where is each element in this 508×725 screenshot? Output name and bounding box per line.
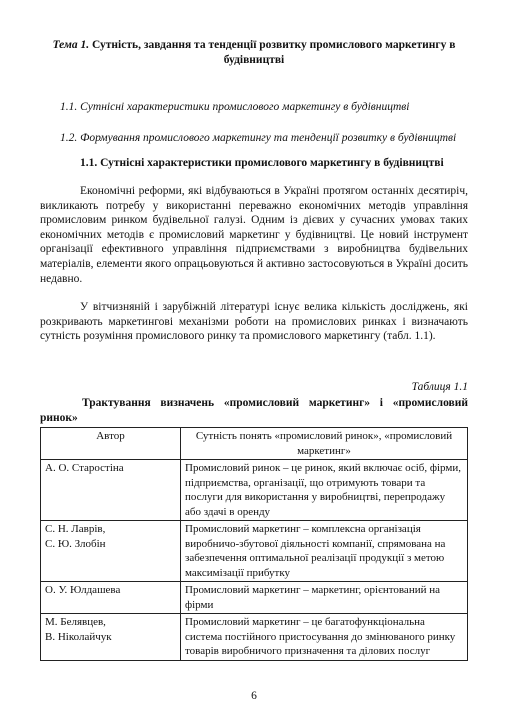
topic-prefix: Тема 1.: [52, 39, 90, 51]
author-cell: А. О. Старостіна: [41, 460, 181, 521]
paragraph-2: У вітчизняній і зарубіжній літературі існує велика кількість досліджень, які розкривають маркетингові механізми роботи на промислових ринках і визначають сутність розуміння промислового ринку та промислового маркетингу (табл. 1.1).: [40, 301, 468, 343]
author-cell: М. Белявцев, В. Ніколайчук: [41, 614, 181, 661]
table-row: [41, 460, 468, 521]
header-author: Автор: [41, 428, 181, 460]
table-number: Таблиця 1.1: [411, 381, 468, 393]
table-title: Трактування визначень «промисловий маркетинг» і «промисловий ринок»: [40, 397, 468, 424]
header-essence: Сутність понять «промисловий ринок», «промисловий маркетинг»: [181, 428, 468, 460]
topic-heading: [40, 38, 468, 68]
topic-title: Сутність, завдання та тенденції розвитку промислового маркетингу в будівництві: [92, 39, 456, 66]
table-row: [41, 521, 468, 582]
table-row: [41, 614, 468, 661]
paragraph-1: Економічні реформи, які відбуваються в Україні протягом останніх десятиріч, викликають потребу у використанні переважно економічних методів управління промисловим ринком будівельної галузі. Одним із дієвих у сучасних умовах таких економічних методів є промисловий маркетинг у будівництві. Це новий інструмент організації ефективного управління підприємствами з виробництва будівельних матеріалів, елементи якого опрацьовуються й активно застосовуються в Україні досить недавно.: [40, 185, 468, 285]
author-cell: С. Н. Лаврів, С. Ю. Злобін: [41, 521, 181, 582]
section-title: 1.1. Сутнісні характеристики промислового маркетингу в будівництві: [80, 157, 444, 169]
definition-cell: Промисловий маркетинг – це багатофункціональна система постійного пристосування до змінюваного ринку товарів виробничого призначення та ділових послуг: [181, 614, 468, 661]
definition-cell: Промисловий маркетинг – маркетинг, орієнтований на фірми: [181, 582, 468, 614]
definitions-table: [40, 427, 468, 661]
table-header-row: [41, 428, 468, 460]
page-number: 6: [251, 690, 257, 702]
definition-cell: Промисловий ринок – це ринок, який включає осіб, фірми, підприємства, організації, що отримують товари та послуги для використання у виробництві, перепродажу або здачі в оренду: [181, 460, 468, 521]
toc-item-1: 1.1. Сутнісні характеристики промислового маркетингу в будівництві: [60, 101, 410, 113]
author-cell: О. У. Юлдашева: [41, 582, 181, 614]
table-row: [41, 582, 468, 614]
toc-item-2: 1.2. Формування промислового маркетингу та тенденції розвитку в будівництві: [60, 132, 457, 144]
definition-cell: Промисловий маркетинг – комплексна організація виробничо-збутової діяльності компанії, спрямована на забезпечення оптимальної реалізації продукції з метою максимізації прибутку: [181, 521, 468, 582]
